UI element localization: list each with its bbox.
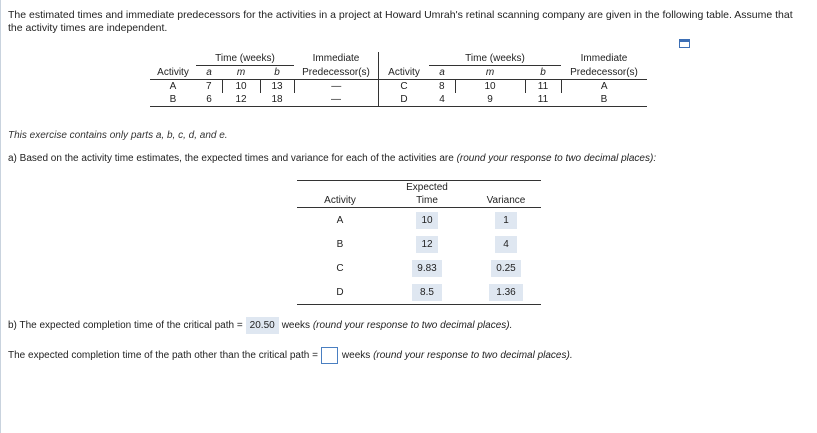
- m-header-right: m: [455, 66, 525, 80]
- pred-cell: B: [561, 93, 647, 107]
- a-cell: 8: [429, 80, 455, 94]
- variance-answer[interactable]: 4: [495, 236, 517, 253]
- variance-answer[interactable]: 0.25: [491, 260, 521, 277]
- part-c-prompt: [8, 347, 573, 364]
- critical-path-answer[interactable]: 20.50: [246, 317, 279, 334]
- part-a-hint: (round your response to two decimal places):: [456, 153, 657, 164]
- activity-header: Activity: [297, 193, 383, 208]
- table-row: [297, 208, 541, 233]
- activity-header-left: Activity: [150, 66, 196, 80]
- activity-header-right: Activity: [379, 66, 430, 80]
- expected-time-answer[interactable]: 10: [416, 212, 438, 229]
- activity-estimates-table: [150, 52, 647, 107]
- variance-header: Variance: [471, 193, 541, 208]
- noncritical-path-input[interactable]: [321, 347, 338, 364]
- a-cell: 7: [196, 80, 222, 94]
- expected-header-2: Time: [383, 193, 471, 208]
- activity-cell: C: [336, 262, 344, 274]
- problem-intro: The estimated times and immediate predecessors for the activities in a project at Howard Umrah's retinal scanning company are given in the following table. Assume that the activity times are independent.: [8, 9, 793, 34]
- b-cell: 11: [525, 80, 561, 94]
- table-row: [297, 256, 541, 280]
- table-row: [297, 232, 541, 256]
- time-weeks-header-left: Time (weeks): [196, 52, 294, 66]
- m-cell: 10: [222, 80, 260, 94]
- left-border: [0, 0, 1, 433]
- part-c-hint: (round your response to two decimal places).: [373, 350, 573, 361]
- pred-cell: A: [600, 81, 608, 92]
- expected-time-answer[interactable]: 12: [416, 236, 438, 253]
- b-header-left: b: [260, 66, 294, 80]
- part-b-text: b) The expected completion time of the critical path =: [8, 320, 243, 331]
- table-row: [297, 280, 541, 305]
- activity-cell: D: [379, 93, 430, 107]
- pred-cell: —: [294, 80, 379, 94]
- expected-header-1: Expected: [383, 181, 471, 194]
- m-cell: 12: [222, 93, 260, 107]
- a-header-right: a: [429, 66, 455, 80]
- activity-cell: D: [297, 280, 383, 305]
- activity-cell: C: [400, 81, 408, 92]
- m-cell: 9: [455, 93, 525, 107]
- m-header-left: m: [222, 66, 260, 80]
- expected-variance-table: [297, 180, 541, 305]
- activity-cell: B: [336, 238, 344, 250]
- pred-header-left-1: Immediate: [294, 52, 379, 66]
- popout-icon[interactable]: [679, 39, 690, 48]
- part-b-unit: weeks: [281, 320, 311, 331]
- a-cell: 6: [196, 93, 222, 107]
- expected-time-answer[interactable]: 9.83: [412, 260, 442, 277]
- time-weeks-header-right: Time (weeks): [429, 52, 561, 66]
- exercise-note: This exercise contains only parts a, b, c, d, and e.: [8, 130, 228, 141]
- pred-header-left-2: Predecessor(s): [294, 66, 379, 80]
- pred-header-right-2: Predecessor(s): [561, 66, 647, 80]
- a-cell: 4: [429, 93, 455, 107]
- b-cell: 13: [260, 80, 294, 94]
- part-b-hint: (round your response to two decimal places).: [312, 320, 513, 331]
- b-cell: 18: [260, 93, 294, 107]
- m-cell: 10: [455, 80, 525, 94]
- part-a-text: a) Based on the activity time estimates, the expected times and variance for each of the activities are: [8, 153, 457, 164]
- activity-cell: B: [150, 93, 196, 107]
- part-c-unit: weeks: [341, 350, 371, 361]
- table-row: [150, 93, 647, 107]
- activity-cell: A: [336, 214, 344, 226]
- part-b-prompt: [8, 320, 512, 331]
- activity-cell: A: [169, 81, 177, 92]
- b-cell: 11: [525, 93, 561, 107]
- b-header-right: b: [525, 66, 561, 80]
- part-a-prompt: [8, 153, 656, 164]
- variance-answer[interactable]: 1.36: [489, 284, 523, 301]
- variance-answer[interactable]: 1: [495, 212, 517, 229]
- table-row: [150, 80, 647, 94]
- pred-cell: —: [294, 93, 379, 107]
- expected-time-answer[interactable]: 8.5: [412, 284, 442, 301]
- pred-header-right-1: Immediate: [580, 53, 628, 65]
- part-c-text: The expected completion time of the path other than the critical path =: [8, 350, 318, 361]
- a-header-left: a: [196, 66, 222, 80]
